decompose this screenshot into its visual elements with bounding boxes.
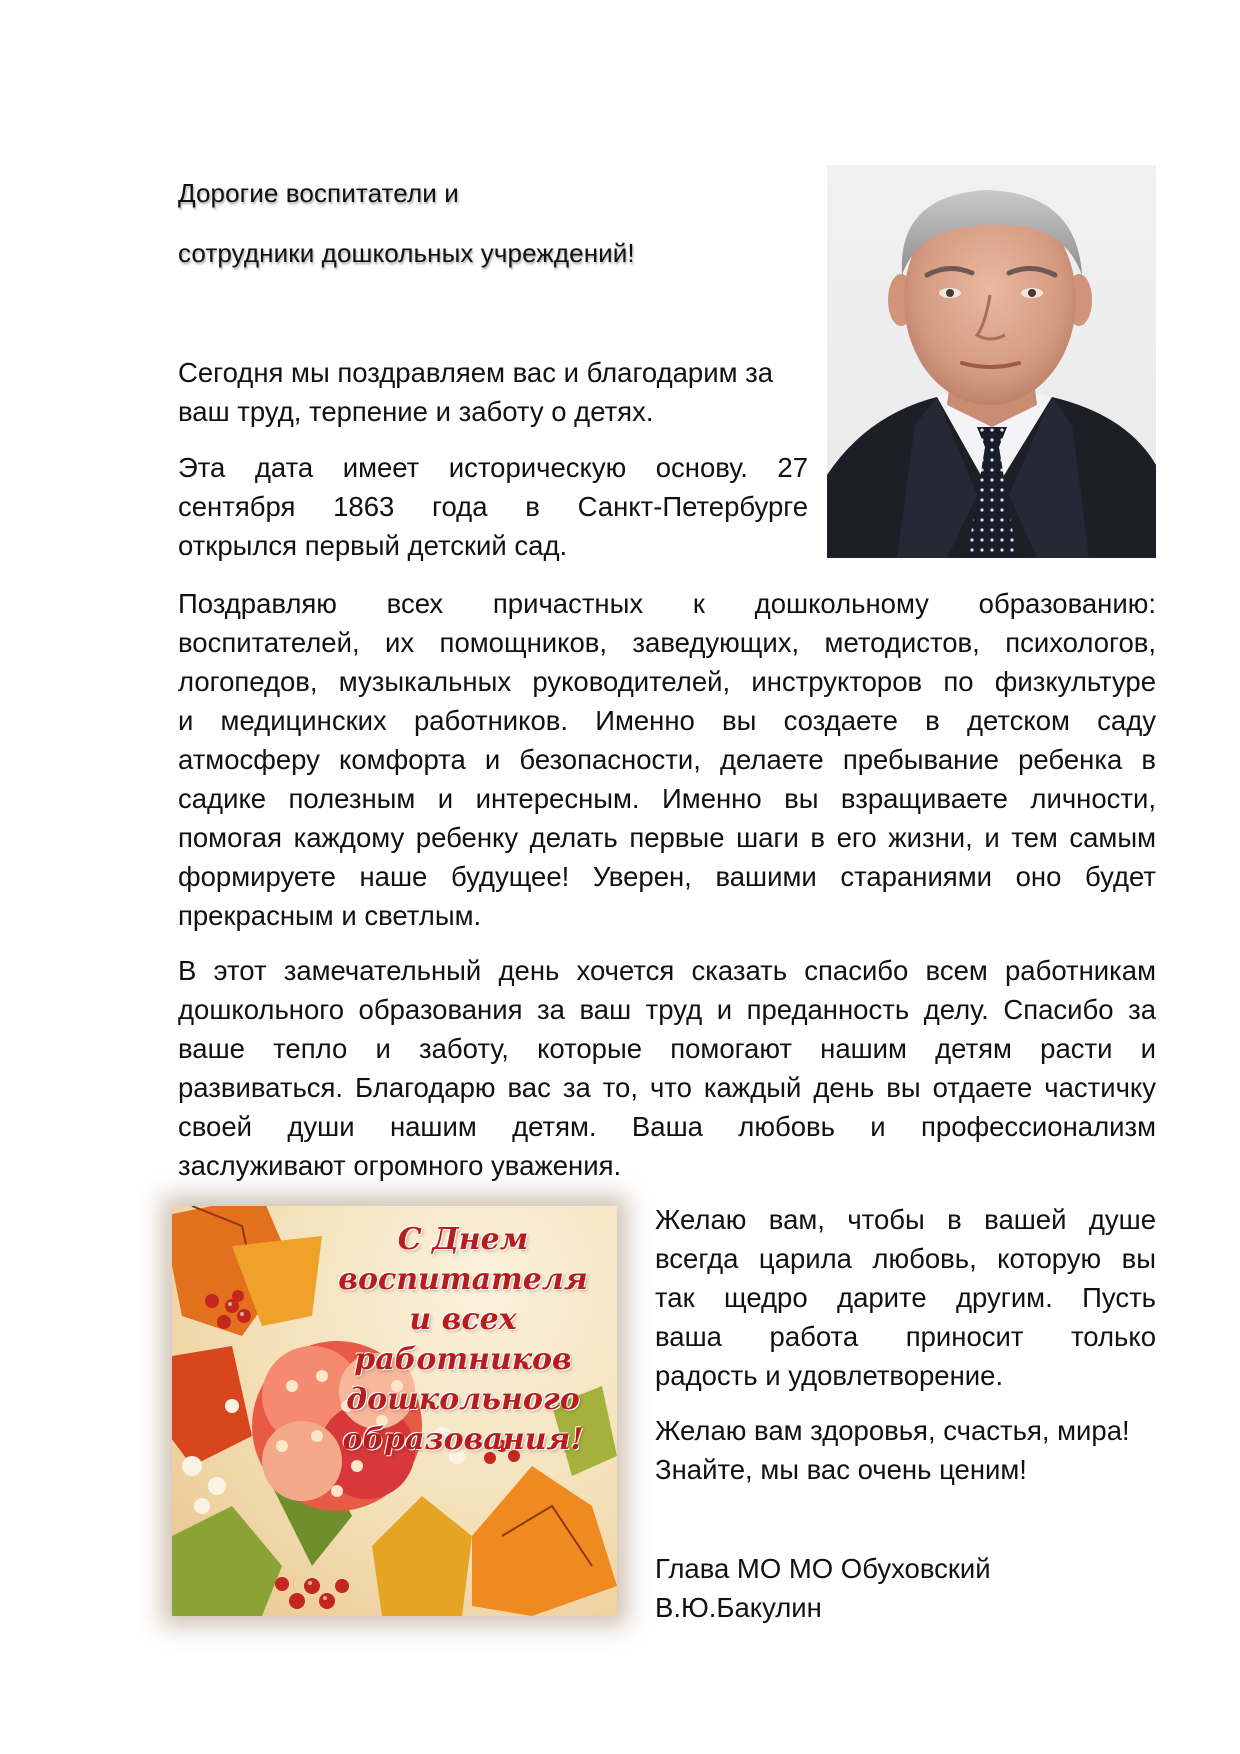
paragraph-line: развиваться. Благодарю вас за то, что каждый день вы отдаете частичку — [178, 1072, 1156, 1103]
paragraph-line: Эта дата имеет историческую основу. 27 — [178, 452, 808, 483]
paragraph-line: так щедро дарите другим. Пусть — [655, 1282, 1156, 1313]
paragraph-line: ваша работа приносит только — [655, 1321, 1156, 1352]
paragraph-history — [178, 448, 808, 565]
postcard-line: образования! — [342, 1422, 584, 1457]
paragraph-line: дошкольного образования за ваш труд и преданность делу. Спасибо за — [178, 994, 1156, 1025]
paragraph-line: и медицинских работников. Именно вы создаете в детском саду — [178, 705, 1156, 736]
paragraph-line: ваше тепло и заботу, которые помогают нашим детям расти и — [178, 1033, 1156, 1064]
paragraph-intro — [178, 353, 808, 431]
postcard-line: С Днем воспитателя — [338, 1222, 588, 1297]
paragraph-line: воспитателей, их помощников, заведующих, методистов, психологов, — [178, 627, 1156, 658]
paragraph-line: своей души нашим детям. Ваша любовь и профессионализм — [178, 1111, 1156, 1142]
postcard-line: дошкольного — [346, 1382, 580, 1417]
paragraph-closing — [655, 1411, 1156, 1489]
paragraph-line: логопедов, музыкальных руководителей, инструкторов по физкультуре — [178, 666, 1156, 697]
greeting-postcard — [172, 1206, 617, 1616]
portrait-photo — [827, 165, 1156, 558]
paragraph-line: Знайте, мы вас очень ценим! — [655, 1454, 1027, 1485]
paragraph-line: Сегодня мы поздравляем вас и благодарим за — [178, 357, 774, 388]
paragraph-line: всегда царила любовь, которую вы — [655, 1243, 1156, 1274]
paragraph-line: сентября 1863 года в Санкт-Петербурге — [178, 491, 808, 522]
paragraph-line: В этот замечательный день хочется сказать спасибо всем работникам — [178, 955, 1156, 986]
postcard-line: и всех работников — [354, 1302, 572, 1377]
paragraph-line: открылся первый детский сад. — [178, 530, 568, 561]
paragraph-line: Желаю вам здоровья, счастья, мира! — [655, 1415, 1130, 1446]
paragraph-line: Желаю вам, чтобы в вашей душе — [655, 1204, 1156, 1235]
signature-position: Глава МО МО Обуховский — [655, 1553, 991, 1584]
greeting-line-1: Дорогие воспитатели и — [178, 178, 459, 208]
paragraph-line: атмосферу комфорта и безопасности, делаете пребывание ребенка в — [178, 744, 1156, 775]
signature-name: В.Ю.Бакулин — [655, 1592, 822, 1623]
paragraph-line: садике полезным и интересным. Именно вы взращиваете личности, — [178, 783, 1156, 814]
paragraph-line: Поздравляю всех причастных к дошкольному образованию: — [178, 588, 1156, 619]
paragraph-line: радость и удовлетворение. — [655, 1360, 1004, 1391]
signature-block — [655, 1549, 991, 1627]
paragraph-line: заслуживают огромного уважения. — [178, 1150, 622, 1181]
portrait-illustration — [827, 165, 1156, 558]
paragraph-line: помогая каждому ребенку делать первые шаги в его жизни, и тем самым — [178, 822, 1156, 853]
paragraph-wishes — [655, 1200, 1156, 1395]
greeting-line-2: сотрудники дошкольных учреждений! — [178, 238, 635, 268]
postcard-text — [313, 1220, 613, 1460]
paragraph-line: прекрасным и светлым. — [178, 900, 482, 931]
paragraph-line: ваш труд, терпение и заботу о детях. — [178, 396, 654, 427]
paragraph-congratulations — [178, 584, 1156, 935]
paragraph-line: формируете наше будущее! Уверен, вашими стараниями оно будет — [178, 861, 1156, 892]
paragraph-thanks — [178, 951, 1156, 1185]
